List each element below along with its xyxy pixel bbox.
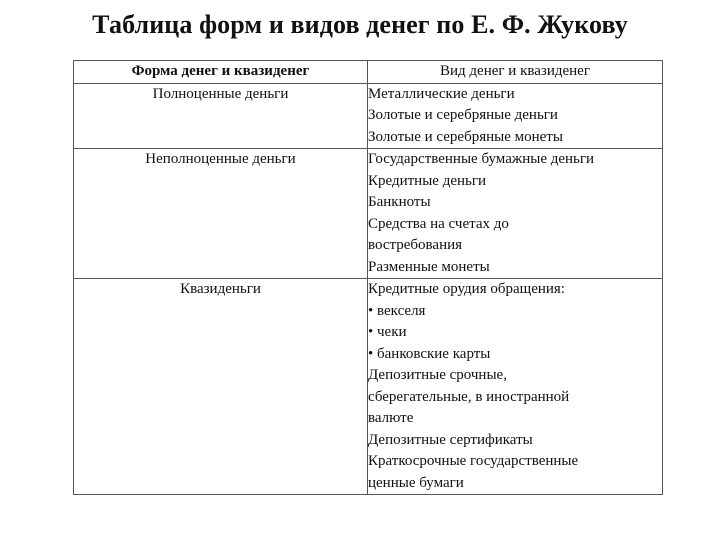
form-cell: Квазиденьги <box>74 279 368 495</box>
header-kind: Вид денег и квазиденег <box>368 61 663 84</box>
kind-line: Средства на счетах до <box>368 215 509 232</box>
kind-line: Разменные монеты <box>368 258 490 275</box>
kind-line: Депозитные сертификаты <box>368 431 533 448</box>
kind-line: Краткосрочные государственные <box>368 453 579 469</box>
money-forms-table <box>73 60 663 495</box>
kind-line: Металлические деньги <box>368 85 515 102</box>
kind-line: • чеки <box>368 324 407 340</box>
page-title: Таблица форм и видов денег по Е. Ф. Жукову <box>92 10 628 39</box>
kind-cell <box>368 279 663 495</box>
kind-line: сберегательные, в иностранной <box>368 388 570 405</box>
table-row <box>74 279 663 495</box>
kind-cell <box>368 149 663 279</box>
kind-line: • банковские карты <box>368 345 491 362</box>
table-header-row <box>74 61 663 84</box>
kind-line: валюте <box>368 410 414 426</box>
kind-line: Золотые и серебряные монеты <box>368 128 563 145</box>
table-row <box>74 149 663 279</box>
kind-line: Государственные бумажные деньги <box>368 151 595 167</box>
kind-line: востребования <box>368 237 463 253</box>
table-row <box>74 83 663 149</box>
kind-line: Депозитные срочные, <box>368 367 507 383</box>
form-cell: Полноценные деньги <box>74 83 368 149</box>
kind-line: Банкноты <box>368 194 431 210</box>
kind-line: ценные бумаги <box>368 474 464 491</box>
header-form: Форма денег и квазиденег <box>74 61 368 84</box>
kind-line: Золотые и серебряные деньги <box>368 107 558 123</box>
kind-line: Кредитные орудия обращения: <box>368 281 565 297</box>
kind-cell <box>368 83 663 149</box>
form-cell: Неполноценные деньги <box>74 149 368 279</box>
kind-line: • векселя <box>368 302 426 319</box>
kind-line: Кредитные деньги <box>368 172 487 189</box>
